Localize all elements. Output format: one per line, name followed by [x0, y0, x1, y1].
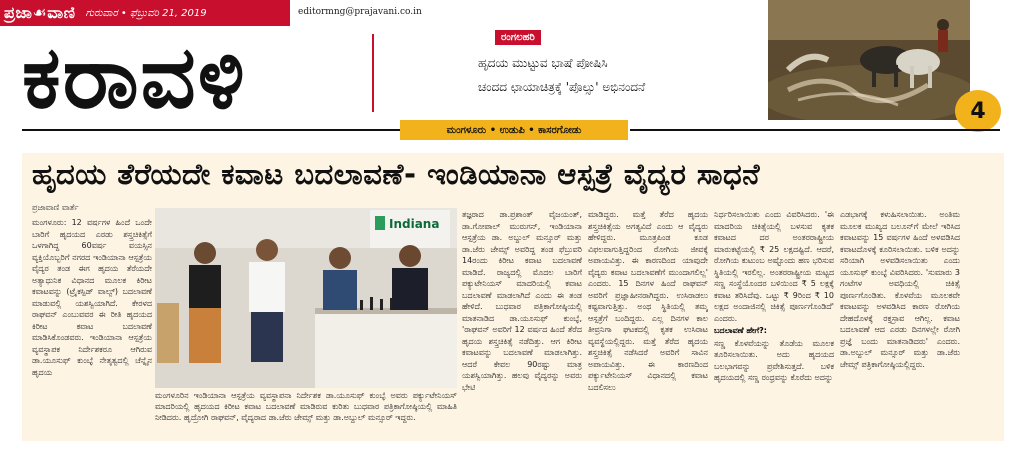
- photo-sign-text: Indiana: [389, 217, 440, 231]
- news-article: [22, 153, 1004, 441]
- brand-logo: ಪ್ರಜಾ☙ವಾಣಿ: [4, 3, 76, 22]
- editor-email[interactable]: editormng@prajavani.co.in: [298, 7, 422, 17]
- column-text: ಮಂಗಳೂರು: 12 ವರ್ಷಗಳ ಹಿಂದೆ ಒಂದೇ ಬಾರಿಗೆ ಹೃದಯದ ಎರಡು ಶಸ್ತ್ರಚಿಕಿತ್ಸೆಗೆ ಒಳಗಾಗಿದ್ದ 60ವರ್ಷ ವಯಸ್ಸಿನ ವ್ಯಕ್ತಿಯೊಬ್ಬರಿಗೆ ನಗರದ ಇಂಡಿಯಾನಾ ಆಸ್ಪತ್ರೆಯ ವೈದ್ಯರ ತಂಡ ಈಗ ಹೃದಯ ತೆರೆಯದೇ ಅತ್ಯಾಧುನಿಕ ವಿಧಾನದ ಮೂಲಕ ಕಿರೀಟ ಕವಾಟವನ್ನು (ಟ್ರೈಕಸ್ಪಿಡ್ ವಾಲ್ವ್) ಬದಲಾವಣೆ ಮಾಡುವಲ್ಲಿ ಯಶಸ್ವಿಯಾಗಿದೆ. ಕೇರಳದ ರಾಘವನ್ ಎಂಬುವವರ ಈ ರೀತಿ ಹೃದಯದ ಕಿರೀಟ ಕವಾಟ ಬದಲಾವಣೆ ಮಾಡಿಸಿಕೊಂಡವರು. ಇಂಡಿಯಾನಾ ಆಸ್ಪತ್ರೆಯ ವ್ಯವಸ್ಥಾಪಕ ನಿರ್ದೇಶಕರೂ ಆಗಿರುವ ಡಾ.ಯೂಸುಫ್ ಕುಂಬ್ಳೆ ನೇತೃತ್ವದಲ್ಲಿ ಚೆನ್ನೈನ ಹೃದಯ: [32, 218, 152, 377]
- article-column-5: [840, 209, 960, 439]
- column-text: ಸಣ್ಣ ಕೊಳವೆಯನ್ನು ತೊಡೆಯ ಮೂಲಕ ತೂರಿಸಲಾಯಿತು. ಅದು ಹೃದಯದ ಬಲಭಾಗವನ್ನು ಪ್ರವೇಶಿಸುತ್ತದೆ. ಬಳಿಕ ಹೃದಯದಲ್ಲಿ ಸಣ್ಣ ರಂಧ್ರವನ್ನು ಕೊರೆದು ಅದನ್ನು: [714, 338, 834, 382]
- divider: [372, 34, 374, 112]
- article-column-2: [462, 209, 582, 439]
- column-text: ತಜ್ಞರಾದ ಡಾ.ಪ್ರಶಾಂತ್ ವೈಜಯಂತ್, ಡಾ.ಗೋಪಾಲ್ ಮುರುಗನ್, ಇಂಡಿಯಾನಾ ಆಸ್ಪತ್ರೆಯ ಡಾ. ಅಬ್ದುಲ್ ಮನ್ಸೂರ್ ಮತ್ತು ಡಾ.ಜೆರು ಜೇಮ್ಸ್ ಅವರಿದ್ದ ತಂಡ ಫೆಬ್ರುವರಿ 14ರಂದು ಕಿರೀಟ ಕವಾಟ ಬದಲಾವಣೆ ಮಾಡಿದೆ. ರಾಜ್ಯದಲ್ಲಿ ಮೊದಲ ಬಾರಿಗೆ ಪಕ್ಯುಟೇನಿಯಸ್ ಮಾದರಿಯಲ್ಲಿ ಕವಾಟ ಬದಲಾವಣೆ ಮಾಡಲಾಗಿದೆ ಎಂದು ಈ ತಂಡ ಹೇಳಿದೆ. ಬುಧವಾರ ಪತ್ರಿಕಾಗೋಷ್ಠಿಯಲ್ಲಿ ಮಾತನಾಡಿದ ಡಾ.ಯೂಸುಫ್ ಕುಂಬ್ಳೆ, 'ರಾಘವನ್ ಅವರಿಗೆ 12 ವರ್ಷದ ಹಿಂದೆ ತೆರೆದ ಹೃದಯ ಶಸ್ತ್ರಚಿಕಿತ್ಸೆ ನಡೆದಿತ್ತು. ಆಗ ಕಿರೀಟ ಕವಾಟವನ್ನು ಬದಲಾವಣೆ ಮಾಡಲಾಗಿತ್ತು. ಆದರೆ ಕೇವಲ 90ರಷ್ಟು ಮಾತ್ರ ಯಶಸ್ವಿಯಾಗಿತ್ತು. ಹಲವು ವೈದ್ಯರನ್ನು ಅವರು ಭೇಟಿ: [462, 210, 582, 392]
- rule-right: [630, 129, 1000, 131]
- article-column-1: [32, 217, 152, 437]
- kambala-photo: [768, 0, 970, 120]
- photo-caption: ಮಂಗಳೂರಿನ ಇಂಡಿಯಾನಾ ಆಸ್ಪತ್ರೆಯ ವ್ಯವಸ್ಥಾಪನಾ ನಿರ್ದೇಶಕ ಡಾ.ಯೂಸುಫ್ ಕುಂಬ್ಳೆ ಅವರು ಪರ್ಕ್ಯುಟೇನಿಯಸ್ ಮಾದರಿಯಲ್ಲಿ ಹೃದಯದ ಕಿರೀಟ ಕವಾಟ ಬದಲಾವಣೆ ಮಾಡಿರುವ ಕುರಿತು ಬುಧವಾರ ಪತ್ರಿಕಾಗೋಷ್ಠಿಯಲ್ಲಿ ಮಾಹಿತಿ ನೀಡಿದರು. ಹೃದ್ರೋಗಿ ರಾಘವನ್, ವೈದ್ಯರಾದ ಡಾ.ಜೆರು ಜೇಮ್ಸ್ ಮತ್ತು ಡಾ.ಅಬ್ದುಲ್ ಮನ್ಸೂರ್ ಇದ್ದರು.: [155, 391, 457, 422]
- article-column-4: [714, 209, 834, 439]
- teaser-2[interactable]: ಚಂದದ ಛಾಯಾಚಿತ್ರಕ್ಕೆ 'ಪೊಲ್ಸು' ಅಭಿನಂದನೆ: [478, 80, 646, 94]
- section-title: ಕರಾವಳಿ: [22, 28, 247, 128]
- locations-bar: ಮಂಗಳೂರು • ಉಡುಪಿ • ಕಾಸರಗೋಡು: [400, 120, 628, 140]
- rule-left: [22, 129, 402, 131]
- column-text: ಮಾಡಿದ್ದರು. ಮತ್ತೆ ತೆರೆದ ಹೃದಯ ಶಸ್ತ್ರಚಿಕಿತ್ಸೆಯ ಅಗತ್ಯವಿದೆ ಎಂದು ಆ ವೈದ್ಯರು ಹೇಳಿದ್ದರು. ಮೂತ್ರಪಿಂಡ ಕೂಡ ವಿಫಲವಾಗುತ್ತಿದ್ದರಿಂದ ರೋಗಿಯ ಜೀವಕ್ಕೆ ಅಪಾಯವಿತ್ತು. ಈ ಕಾರಣದಿಂದ ಯಾವುದೇ ವೈದ್ಯರು ಕವಾಟ ಬದಲಾವಣೆಗೆ ಮುಂದಾಗಲಿಲ್ಲ' ಎಂದರು. 15 ದಿನಗಳ ಹಿಂದೆ ರಾಘವನ್ ಅವರಿಗೆ ಪ್ರಜ್ಞಾಹೀನರಾಗಿದ್ದರು. ಉಸಿರಾಡಲು ಕಷ್ಟವಾಗುತ್ತಿತ್ತು. ಅಂಥ ಸ್ಥಿತಿಯಲ್ಲಿ ತಮ್ಮ ಆಸ್ಪತ್ರೆಗೆ ಬಂದಿದ್ದರು. ಎಲ್ಲ ದಿನಗಳ ಕಾಲ ತೀವ್ರನಿಗಾ ಘಟಕದಲ್ಲಿ ಕೃತಕ ಉಸಿರಾಟ ವ್ಯವಸ್ಥೆಯಲ್ಲಿದ್ದರು. ಮತ್ತೆ ತೆರೆದ ಹೃದಯ ಶಸ್ತ್ರಚಿಕಿತ್ಸೆ ನಡೆಸಿದರೆ ಅವರಿಗೆ ಸಾವಿನ ಅಪಾಯವಿತ್ತು. ಈ ಕಾರಣದಿಂದ ಪರ್ಕ್ಯುಟೇನಿಯಸ್ ವಿಧಾನದಲ್ಲಿ ಕವಾಟ ಬದಲಿಸಲು: [588, 210, 708, 392]
- issue-date: ಗುರುವಾರ • ಫೆಬ್ರುವರಿ 21, 2019: [85, 7, 207, 19]
- masthead-bar: [0, 0, 290, 26]
- teaser-1[interactable]: ಹೃದಯ ಮುಟ್ಟುವ ಭಾಷೆ ಪೋಷಿಸಿ: [478, 56, 608, 70]
- headline[interactable]: ಹೃದಯ ತೆರೆಯದೇ ಕವಾಟ ಬದಲಾವಣೆ- ಇಂಡಿಯಾನಾ ಆಸ್ಪತ್ರೆ ವೈದ್ಯರ ಸಾಧನೆ: [32, 157, 761, 191]
- feature-tag: ರಂಗಲಹರಿ: [495, 30, 541, 45]
- article-column-3: [588, 209, 708, 439]
- page-number-badge: 4: [955, 90, 1001, 132]
- subheading: ಬದಲಾವಣೆ ಹೇಗೆ?:: [714, 326, 767, 335]
- byline: ಪ್ರಜಾವಾಣಿ ವಾರ್ತೆ: [32, 203, 79, 212]
- column-text: ಎಡಭಾಗಕ್ಕೆ ಕಳುಹಿಸಲಾಯಿತು. ಅಂತಿಮ ಮೂಲಕ ಮುಖ್ಯದ ಬಲೂನ್‌ಗೆ ಮೇಲೆ ಇರಿಸಿದ ಕವಾಟವನ್ನು 15 ವರ್ಷಗಳ ಹಿಂದೆ ಅಳವಡಿಸಿದ ಕವಾಟದೊಳಕ್ಕೆ ಕೂರಿಸಲಾಯಿತು. ಬಳಿಕ ಅದನ್ನು ಸರಿಯಾಗಿ ಅಳವಡಿಸಲಾಯಿತು ಎಂದು ಯೂಸುಫ್ ಕುಂಬ್ಳೆ ವಿವರಿಸಿದರು. 'ಸುಮಾರು 3 ಗಂಟೆಗಳ ಅವಧಿಯಲ್ಲಿ ಚಿಕಿತ್ಸೆ ಪೂರ್ಣಗೊಂಡಿತು. ಕೊಳವೆಯ ಮೂಲಕವೇ ಕವಾಟವನ್ನು ಅಳವಡಿಸಿದ ಕಾರಣ ರೋಗಿಯ ದೇಹದೊಳಕ್ಕೆ ರಕ್ತಸ್ರಾವ ಆಗಿಲ್ಲ. ಕವಾಟ ಬದಲಾವಣೆ ಆದ ಎರಡು ದಿನಗಳಲ್ಲೇ ರೋಗಿ ಪ್ರಜ್ಞೆ ಬಂದು ಮಾತನಾಡಿದರು' ಎಂದರು. ಡಾ.ಅಬ್ದುಲ್ ಮನ್ಸೂರ್ ಮತ್ತು ಡಾ.ಜೆರು ಜೇಮ್ಸ್ ಪತ್ರಿಕಾಗೋಷ್ಠಿಯಲ್ಲಿದ್ದರು.: [840, 210, 960, 369]
- column-text: ನಿರ್ಧರಿಸಲಾಯಿತು ಎಂದು ವಿವರಿಸಿದರು. 'ಈ ಮಾದರಿಯ ಚಿಕಿತ್ಸೆಯಲ್ಲಿ ಬಳಸುವ ಕೃತಕ ಕವಾಟದ ದರ ಅಂತರರಾಷ್ಟ್ರೀಯ ಮಾರುಕಟ್ಟೆಯಲ್ಲಿ ₹ 25 ಲಕ್ಷದಷ್ಟಿದೆ. ಆದರೆ, ರೋಗಿಯ ಕುಟುಂಬ ಅಷ್ಟೊಂದು ಹಣ ಭರಿಸುವ ಸ್ಥಿತಿಯಲ್ಲಿ ಇರಲಿಲ್ಲ. ಅಂತರರಾಷ್ಟ್ರೀಯ ಮಟ್ಟದ ಸಣ್ಣ ಸಂಸ್ಥೆಯೊಂದರ ಬಳಿಯಿಂದ ₹ 5 ಲಕ್ಷಕ್ಕೆ ಕವಾಟ ತರಿಸಿದೆವು. ಒಟ್ಟು ₹ 9ರಿಂದ ₹ 10 ಲಕ್ಷದ ಅಂದಾಜಿನಲ್ಲಿ ಚಿಕಿತ್ಸೆ ಪೂರ್ಣಗೊಂಡಿದೆ' ಎಂದರು.: [714, 210, 834, 323]
- press-conference-photo: [155, 208, 457, 388]
